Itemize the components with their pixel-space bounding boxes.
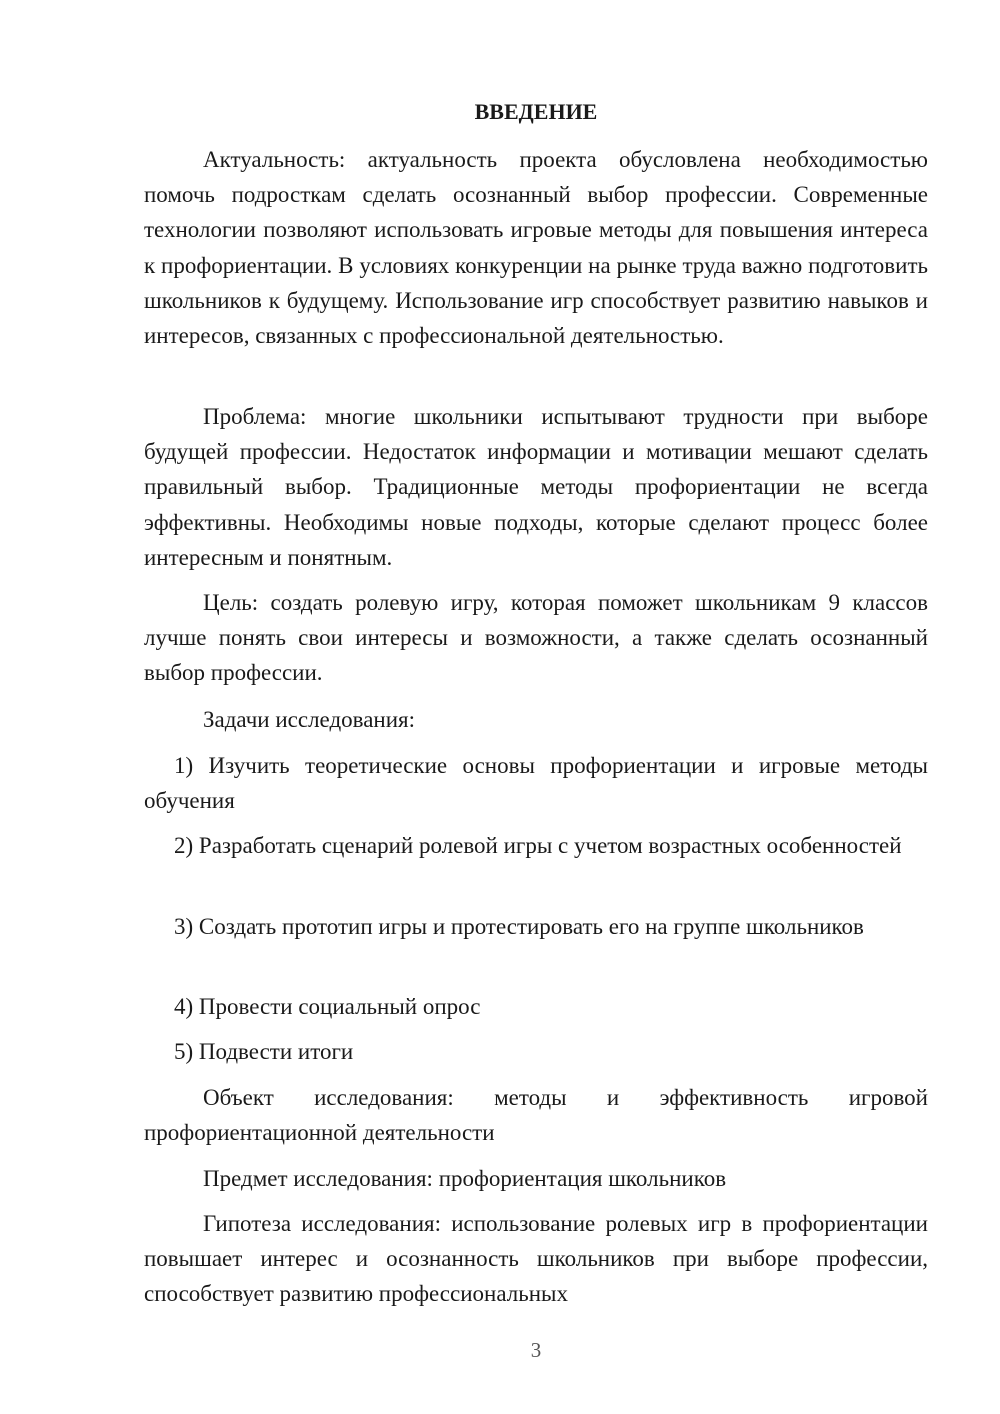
task-item-5: 5) Подвести итоги xyxy=(174,1039,354,1064)
task-item-2: 2) Разработать сценарий ролевой игры с учетом возрастных особенностей xyxy=(174,833,902,858)
paragraph-relevance: Актуальность: актуальность проекта обусловлена необходимостью помочь подросткам сделать осознанный выбор профессии. Современные технологии позволяют использовать игровые методы для повышения интереса к профориентации. В условиях конкуренции на рынке труда важно подготовить школьников к будущему. Использование игр способствует развитию навыков и интересов, связанных с профессиональной деятельностью. xyxy=(144,147,928,349)
task-item-4: 4) Провести социальный опрос xyxy=(174,994,481,1019)
tasks-heading: Задачи исследования: xyxy=(203,707,416,732)
paragraph-subject: Предмет исследования: профориентация школьников xyxy=(203,1166,727,1191)
paragraph-object: Объект исследования: методы и эффективность игровой профориентационной деятельности xyxy=(144,1085,928,1146)
paragraph-goal: Цель: создать ролевую игру, которая поможет школьникам 9 классов лучше понять свои интересы и возможности, а также сделать осознанный выбор профессии. xyxy=(144,590,928,686)
task-item-1: 1) Изучить теоретические основы профориентации и игровые методы обучения xyxy=(144,753,928,814)
task-item-3: 3) Создать прототип игры и протестировать его на группе школьников xyxy=(174,914,864,939)
paragraph-hypothesis: Гипотеза исследования: использование ролевых игр в профориентации повышает интерес и осознанность школьников при выборе профессии, способствует развитию профессиональных xyxy=(144,1211,928,1307)
page-title: ВВЕДЕНИЕ xyxy=(474,99,598,124)
paragraph-problem: Проблема: многие школьники испытывают трудности при выборе будущей профессии. Недостаток информации и мотивации мешают сделать правильный выбор. Традиционные методы профориентации не всегда эффективны. Необходимы новые подходы, которые сделают процесс более интересным и понятным. xyxy=(144,404,928,570)
page-number: 3 xyxy=(530,1338,542,1362)
